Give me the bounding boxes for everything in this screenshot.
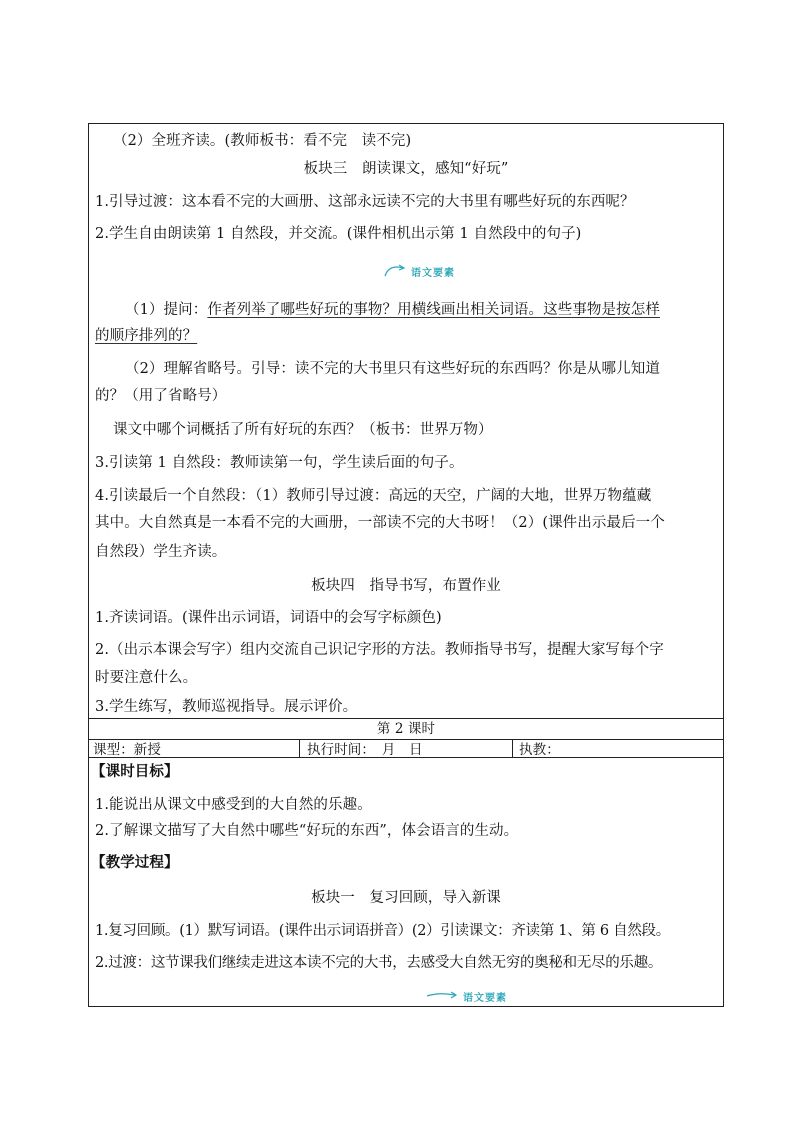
section-heading: 板块一 复习回顾，导入新课 (311, 890, 501, 906)
text-line: 2.了解课文描写了大自然中哪些“好玩的东西”，体会语言的生动。 (95, 823, 519, 839)
text-line: 的？（用了省略号） (95, 388, 227, 404)
table-rule (89, 757, 723, 758)
text-line (95, 326, 717, 346)
swoosh-icon (383, 260, 407, 280)
table-rule (512, 739, 513, 757)
badge-label: 语文要素 (411, 268, 455, 279)
underlined-question: 作者列举了哪些好玩的事物？用横线画出相关词语。这些事物是按怎样 (207, 302, 660, 318)
element-badge (387, 260, 467, 280)
text-line: 2.过渡：这节课我们继续走进这本读不完的大书，去感受大自然无穷的奥秘和无尽的乐趣。 (95, 955, 663, 971)
process-title: 【教学过程】 (91, 854, 179, 871)
text-line: 4.引读最后一个自然段：（1）教师引导过渡：高远的天空，广阔的大地，世界万物蕴藏 (95, 488, 652, 504)
text-line: 自然段）学生齐读。 (95, 544, 227, 560)
text-line: 3.学生练写，教师巡视指导。展示评价。 (95, 699, 358, 715)
text-line: 其中。大自然真是一本看不完的大画册，一部读不完的大书呀！（2）(课件出示最后一个 (95, 515, 665, 531)
text-line: 2.（出示本课会写字）组内交流自己识记字形的方法。教师指导书写，提醒大家写每个字 (95, 642, 664, 658)
text-line: 1.齐读词语。(课件出示词语，词语中的会写字标颜色) (95, 610, 442, 626)
text-line: 课文中哪个词概括了所有好玩的东西？（板书：世界万物） (113, 422, 493, 438)
section-heading: 板块三 朗读课文，感知“好玩” (303, 161, 509, 177)
section-heading: 板块四 指导书写，布置作业 (311, 578, 501, 594)
goals-title: 【课时目标】 (91, 763, 179, 780)
text-line (125, 300, 717, 320)
text-line: 1.复习回顾。(1）默写词语。(课件出示词语拼音）(2）引读课文：齐读第 1、第 6 自然段。 (95, 923, 670, 939)
lesson-teacher: 执教： (519, 742, 560, 758)
lesson-plan-table (88, 123, 724, 1007)
text-line: 时要注意什么。 (95, 670, 198, 686)
lesson-time: 执行时间： 月 日 (307, 742, 423, 758)
lesson-title: 第 2 课时 (376, 721, 436, 737)
underlined-question: 的顺序排列的？ (95, 328, 198, 344)
text-line: 2.学生自由朗读第 1 自然段，并交流。(课件相机出示第 1 自然段中的句子) (95, 226, 582, 242)
text-segment: （1）提问： (125, 302, 208, 318)
text-line: 1.引导过渡：这本看不完的大画册、这部永远读不完的大书里有哪些好玩的东西呢？ (95, 194, 635, 210)
text-line: （2）全班齐读。(教师板书：看不完 读不完) (113, 133, 412, 149)
text-line: （2）理解省略号。引导：读不完的大书里只有这些好玩的东西吗？你是从哪儿知道 (125, 361, 660, 377)
swoosh-icon (425, 986, 459, 1002)
badge-label: 语文要素 (463, 993, 507, 1004)
text-line: 1.能说出从课文中感受到的大自然的乐趣。 (95, 797, 372, 813)
table-rule (299, 739, 300, 757)
element-badge (429, 986, 509, 1004)
text-line: 3.引读第 1 自然段：教师读第一句，学生读后面的句子。 (95, 455, 464, 471)
lesson-type: 课型：新授 (93, 742, 161, 758)
